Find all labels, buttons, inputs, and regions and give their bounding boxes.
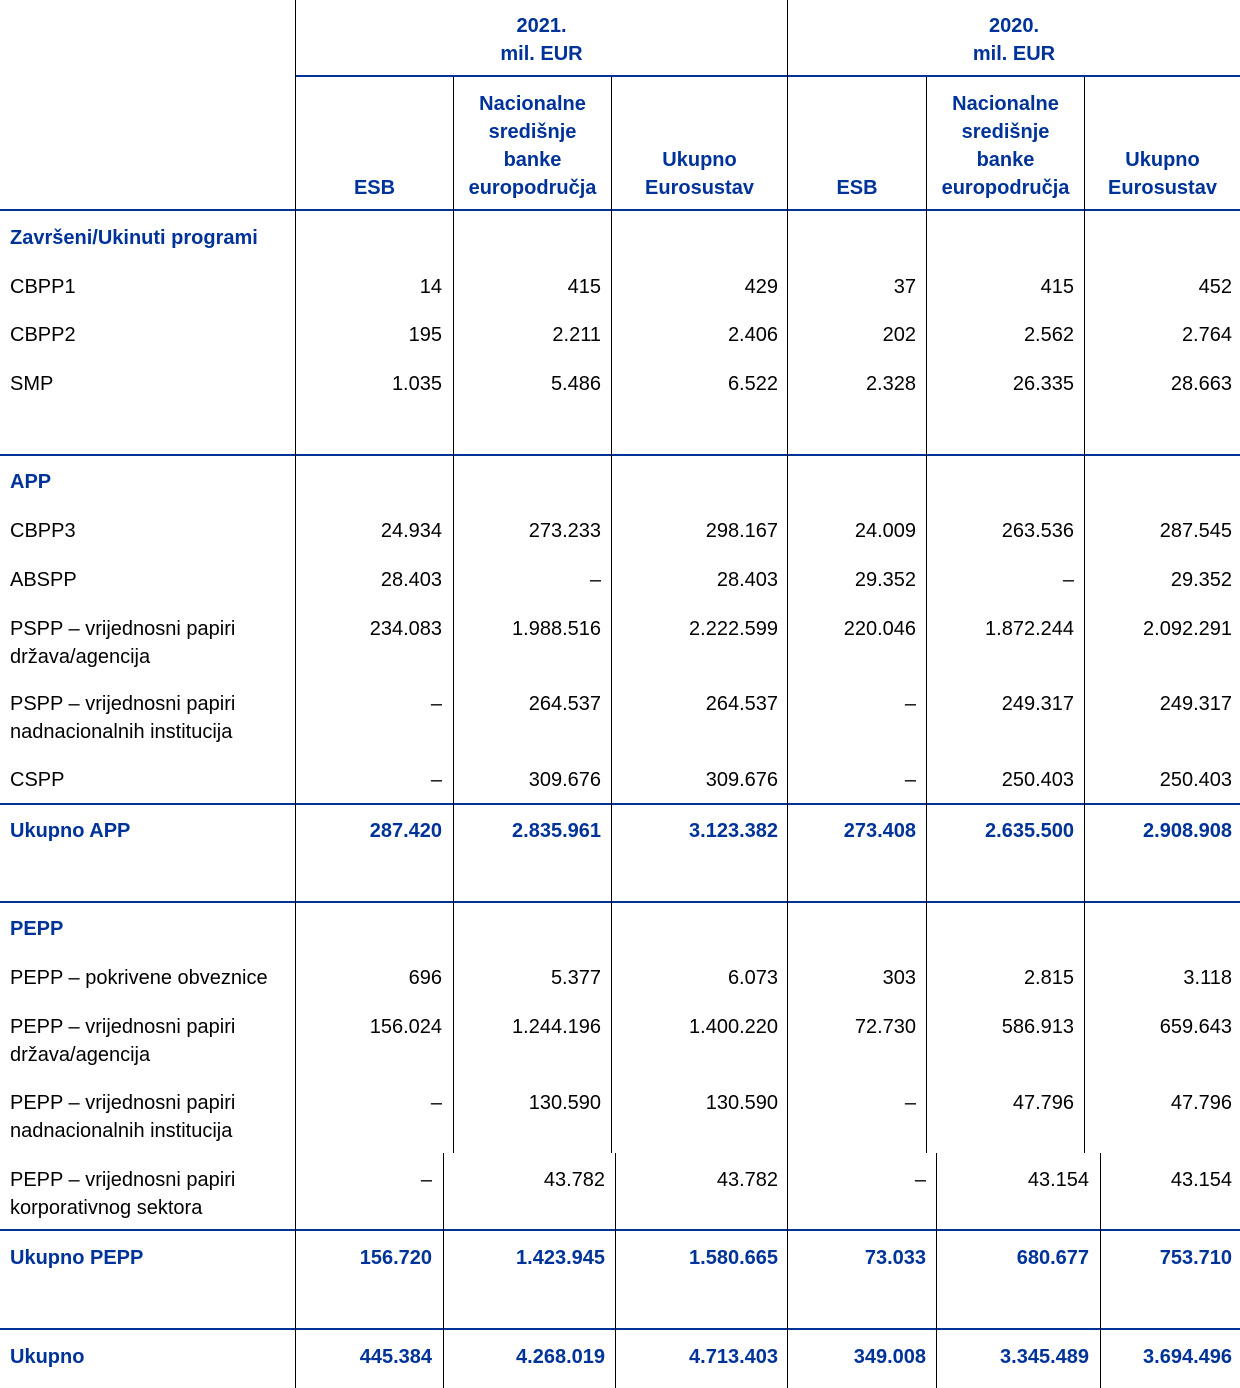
table-cell: 696 [408,967,442,989]
table-cell: 6.522 [727,373,778,395]
table-cell: 24.934 [380,520,442,542]
table-cell: – [904,769,916,791]
table-cell: 2.764 [1181,324,1232,346]
table-cell: 24.009 [854,520,916,542]
table-cell: 2.562 [1023,324,1074,346]
header-bottom-rule [0,209,1240,211]
table-cell: – [430,1092,442,1114]
column-header-line: središnje [488,121,577,143]
completed-programmes-bottom-rule [0,454,1240,456]
row-label [10,1166,235,1222]
table-cell: 3.118 [1183,967,1232,989]
header-year-2020-unit: mil. EUR [972,43,1056,65]
total-label [10,817,130,845]
column-header-line: Eurosustav [645,177,754,199]
pepp-items-bottom-rule [0,1229,1240,1231]
table-cell: 29.352 [854,569,916,591]
column-header-line: Ukupno [662,149,737,171]
column-header-line: Ukupno [1125,149,1200,171]
table-cell: 4.713.403 [689,1346,778,1368]
row-label-line: država/agencija [10,1044,151,1066]
column-header-line: europodručja [941,177,1070,199]
column-header-line: banke [976,149,1035,171]
table-cell: 43.154 [1170,1169,1232,1191]
row-label-line: PEPP – vrijednosni papiri [10,1016,236,1038]
row-label-line: PEPP – pokrivene obveznice [10,967,268,989]
table-cell: 2.092.291 [1143,618,1232,640]
table-cell: 220.046 [843,618,916,640]
column-header-1 [296,174,453,202]
table-cell: 3.694.496 [1143,1346,1232,1368]
section-title [10,468,51,496]
table-cell: 250.403 [1001,769,1074,791]
row-label [10,615,235,671]
col-sep-2021-a-lower [443,1153,444,1388]
table-cell: 264.537 [528,693,601,715]
table-cell: 6.073 [727,967,778,989]
header-year-2021-unit: mil. EUR [500,43,583,65]
table-cell: 287.420 [369,820,442,842]
table-cell: 2.211 [552,324,601,346]
row-label-line: nadnacionalnih institucija [10,1120,233,1142]
row-label [10,1089,235,1145]
table-cell: 2.222.599 [689,618,778,640]
table-cell: 202 [882,324,916,346]
table-cell: 445.384 [359,1346,432,1368]
row-label [10,566,77,594]
table-cell: 452 [1198,276,1232,298]
table-cell: 273.408 [843,820,916,842]
row-label-line: PEPP – vrijednosni papiri [10,1169,236,1191]
table-cell: 309.676 [528,769,601,791]
row-label-line: CBPP1 [10,276,76,298]
table-cell: 415 [567,276,601,298]
header-year-2021-year: 2021. [516,15,567,37]
table-cell: 156.720 [359,1247,432,1269]
app-total-bottom-rule [0,901,1240,903]
row-label-line: PEPP – vrijednosni papiri [10,1092,236,1114]
row-label-line: Završeni/Ukinuti programi [10,227,258,249]
table-cell: 249.317 [1001,693,1074,715]
table-cell: – [420,1169,432,1191]
table-cell: 47.796 [1012,1092,1074,1114]
table-cell: 4.268.019 [516,1346,605,1368]
row-label-line: ABSPP [10,569,77,591]
table-cell: 130.590 [705,1092,778,1114]
table-cell: 28.403 [716,569,778,591]
row-label-line: PSPP – vrijednosni papiri [10,618,236,640]
total-label [10,1244,143,1272]
row-label-line: SMP [10,373,54,395]
table-cell: 1.035 [391,373,442,395]
row-label [10,273,76,301]
row-label [10,1013,235,1069]
column-header-2 [454,90,611,202]
table-cell: 1.400.220 [689,1016,778,1038]
column-header-4 [788,174,926,202]
header-year-2021 [296,12,787,68]
column-header-6 [1085,146,1240,202]
table-cell: 1.580.665 [689,1247,778,1269]
table-cell: 753.710 [1159,1247,1232,1269]
table-cell: 2.835.961 [512,820,601,842]
row-label-line: APP [10,471,52,493]
table-cell: 5.377 [550,967,601,989]
row-label-line: PSPP – vrijednosni papiri [10,693,236,715]
table-cell: 3.345.489 [1000,1346,1089,1368]
table-cell: – [430,769,442,791]
table-cell: 1.988.516 [512,618,601,640]
column-header-line: Nacionalne [952,93,1059,115]
table-cell: – [430,693,442,715]
table-cell: 1.244.196 [512,1016,601,1038]
table-cell: – [904,693,916,715]
section-title [10,224,258,252]
table-cell: 2.908.908 [1143,820,1232,842]
table-cell: 309.676 [705,769,778,791]
row-label-line: korporativnog sektora [10,1197,203,1219]
table-cell: 234.083 [369,618,442,640]
col-sep-2021-b [611,77,612,1153]
col-sep-2020-a-lower [936,1153,937,1388]
table-cell: 349.008 [853,1346,926,1368]
column-header-3 [612,146,787,202]
table-cell: 28.403 [380,569,442,591]
column-header-line: Nacionalne [479,93,586,115]
table-cell: 43.154 [1027,1169,1089,1191]
table-cell: 37 [893,276,916,298]
table-cell: 263.536 [1001,520,1074,542]
header-year-2020 [788,12,1240,68]
table-cell: 1.423.945 [516,1247,605,1269]
row-label [10,370,53,398]
col-sep-2021-b-lower [615,1153,616,1388]
row-label [10,690,235,746]
row-label-line: CSPP [10,769,65,791]
table-cell: 273.233 [528,520,601,542]
table-cell: 298.167 [705,520,778,542]
row-label [10,964,268,992]
table-cell: 156.024 [369,1016,442,1038]
column-header-line: ESB [836,177,878,199]
table-cell: 73.033 [864,1247,926,1269]
row-label-line: nadnacionalnih institucija [10,721,233,743]
column-header-line: središnje [961,121,1050,143]
row-label-line: CBPP2 [10,324,76,346]
table-cell: 2.406 [727,324,778,346]
table-cell: 264.537 [705,693,778,715]
column-header-line: europodručja [468,177,597,199]
header-year-rule [296,75,1240,77]
header-year-2020-year: 2020. [988,15,1040,37]
table-cell: 43.782 [716,1169,778,1191]
column-header-line: banke [503,149,562,171]
row-label-line: Ukupno [10,1346,85,1368]
table-cell: 2.328 [865,373,916,395]
row-label [10,766,64,794]
table-cell: 659.643 [1159,1016,1232,1038]
row-label-line: Ukupno PEPP [10,1247,144,1269]
table-cell: 28.663 [1170,373,1232,395]
table-cell: 249.317 [1159,693,1232,715]
table-cell: 2.815 [1023,967,1074,989]
row-label-line: država/agencija [10,646,151,668]
table-cell: 1.872.244 [985,618,1074,640]
table-cell: 2.635.500 [985,820,1074,842]
row-label-line: CBPP3 [10,520,76,542]
table-cell: 680.677 [1016,1247,1089,1269]
row-label [10,517,76,545]
table-cell: 195 [408,324,442,346]
table-cell: – [589,569,601,591]
table-cell: 303 [882,967,916,989]
row-label [10,321,76,349]
table-cell: 29.352 [1170,569,1232,591]
row-label-line: Ukupno APP [10,820,131,842]
table-cell: 287.545 [1159,520,1232,542]
table-cell: 586.913 [1001,1016,1074,1038]
table-cell: 43.782 [543,1169,605,1191]
table-cell: 250.403 [1159,769,1232,791]
table-cell: – [904,1092,916,1114]
column-header-line: Eurosustav [1108,177,1217,199]
table-cell: 429 [744,276,778,298]
table-cell: 14 [419,276,442,298]
app-items-bottom-rule [0,803,1240,805]
column-header-line: ESB [353,177,396,199]
table-cell: 3.123.382 [689,820,778,842]
pepp-total-bottom-rule [0,1328,1240,1330]
table-cell: 415 [1040,276,1074,298]
table-cell: 5.486 [550,373,601,395]
section-title [10,915,63,943]
column-header-5 [927,90,1084,202]
table-cell: – [914,1169,926,1191]
table-cell: 130.590 [528,1092,601,1114]
table-cell: 47.796 [1170,1092,1232,1114]
row-label-line: PEPP [10,918,64,940]
table-cell: 26.335 [1012,373,1074,395]
table-cell: – [1062,569,1074,591]
total-label [10,1343,84,1371]
table-cell: 72.730 [854,1016,916,1038]
